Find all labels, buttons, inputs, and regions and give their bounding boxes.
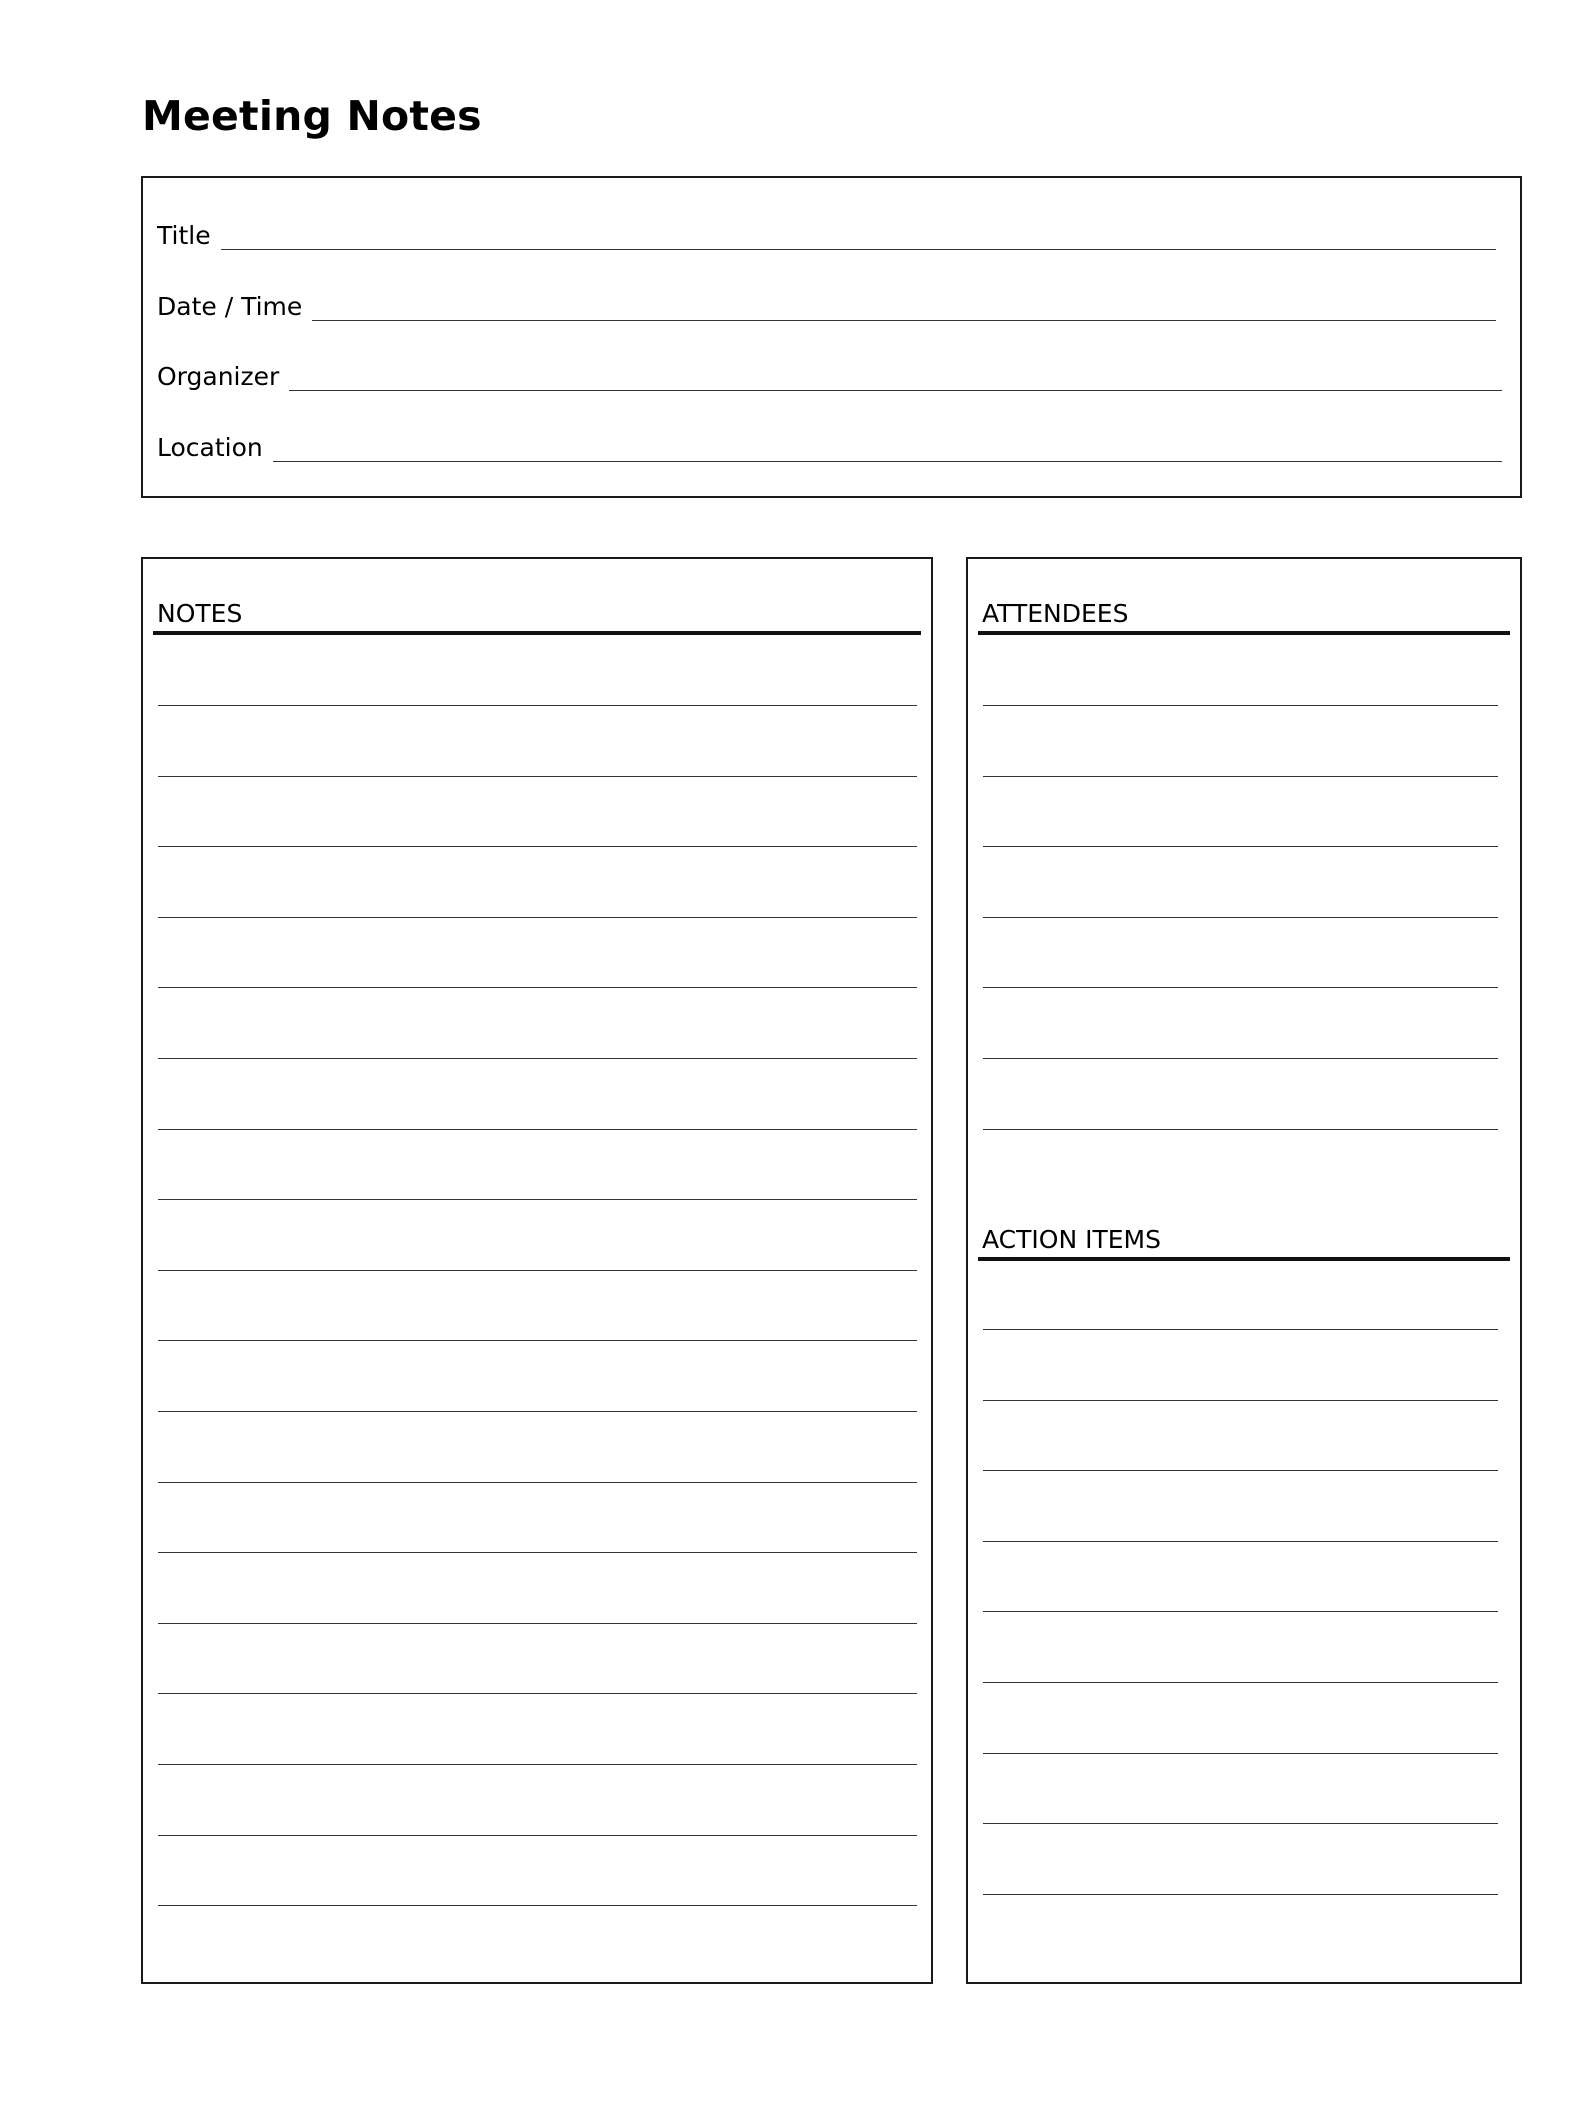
location-label: Location [157, 433, 263, 462]
notes-line[interactable] [158, 1129, 917, 1130]
attendee-line[interactable] [983, 776, 1498, 777]
action-item-line[interactable] [983, 1753, 1498, 1754]
notes-panel [141, 557, 933, 1984]
attendee-line[interactable] [983, 1058, 1498, 1059]
action-item-line[interactable] [983, 1470, 1498, 1471]
attendee-line[interactable] [983, 1129, 1498, 1130]
notes-line[interactable] [158, 1411, 917, 1412]
organizer-input-line[interactable] [289, 390, 1502, 391]
notes-line[interactable] [158, 1623, 917, 1624]
location-input-line[interactable] [273, 461, 1502, 462]
organizer-label: Organizer [157, 362, 280, 391]
attendees-heading: ATTENDEES [982, 599, 1129, 628]
notes-heading: NOTES [157, 599, 243, 628]
notes-line[interactable] [158, 1693, 917, 1694]
notes-line[interactable] [158, 917, 917, 918]
location-field[interactable] [157, 422, 1502, 462]
notes-line[interactable] [158, 776, 917, 777]
notes-line[interactable] [158, 1835, 917, 1836]
notes-line[interactable] [158, 1058, 917, 1059]
action-items-heading-rule [978, 1257, 1510, 1261]
page-title: Meeting Notes [142, 92, 482, 140]
action-item-line[interactable] [983, 1682, 1498, 1683]
date-time-field[interactable] [157, 281, 1496, 321]
meeting-info-box [141, 176, 1522, 498]
action-item-line[interactable] [983, 1400, 1498, 1401]
title-field[interactable] [157, 210, 1496, 250]
action-item-line[interactable] [983, 1894, 1498, 1895]
notes-line[interactable] [158, 1482, 917, 1483]
action-item-line[interactable] [983, 1329, 1498, 1330]
title-input-line[interactable] [221, 249, 1496, 250]
notes-line[interactable] [158, 1199, 917, 1200]
notes-heading-rule [153, 631, 921, 635]
organizer-field[interactable] [157, 351, 1502, 391]
notes-line[interactable] [158, 987, 917, 988]
notes-line[interactable] [158, 1905, 917, 1906]
attendee-line[interactable] [983, 987, 1498, 988]
date-time-label: Date / Time [157, 292, 303, 321]
notes-line[interactable] [158, 1764, 917, 1765]
notes-line[interactable] [158, 1552, 917, 1553]
attendees-heading-rule [978, 631, 1510, 635]
date-time-input-line[interactable] [312, 320, 1496, 321]
action-items-heading: ACTION ITEMS [982, 1225, 1161, 1254]
notes-line[interactable] [158, 1340, 917, 1341]
action-item-line[interactable] [983, 1611, 1498, 1612]
notes-line[interactable] [158, 846, 917, 847]
action-item-line[interactable] [983, 1541, 1498, 1542]
attendees-panel [966, 557, 1522, 1984]
title-label: Title [157, 221, 211, 250]
notes-line[interactable] [158, 1270, 917, 1271]
notes-line[interactable] [158, 705, 917, 706]
attendee-line[interactable] [983, 705, 1498, 706]
action-item-line[interactable] [983, 1823, 1498, 1824]
attendee-line[interactable] [983, 846, 1498, 847]
attendee-line[interactable] [983, 917, 1498, 918]
